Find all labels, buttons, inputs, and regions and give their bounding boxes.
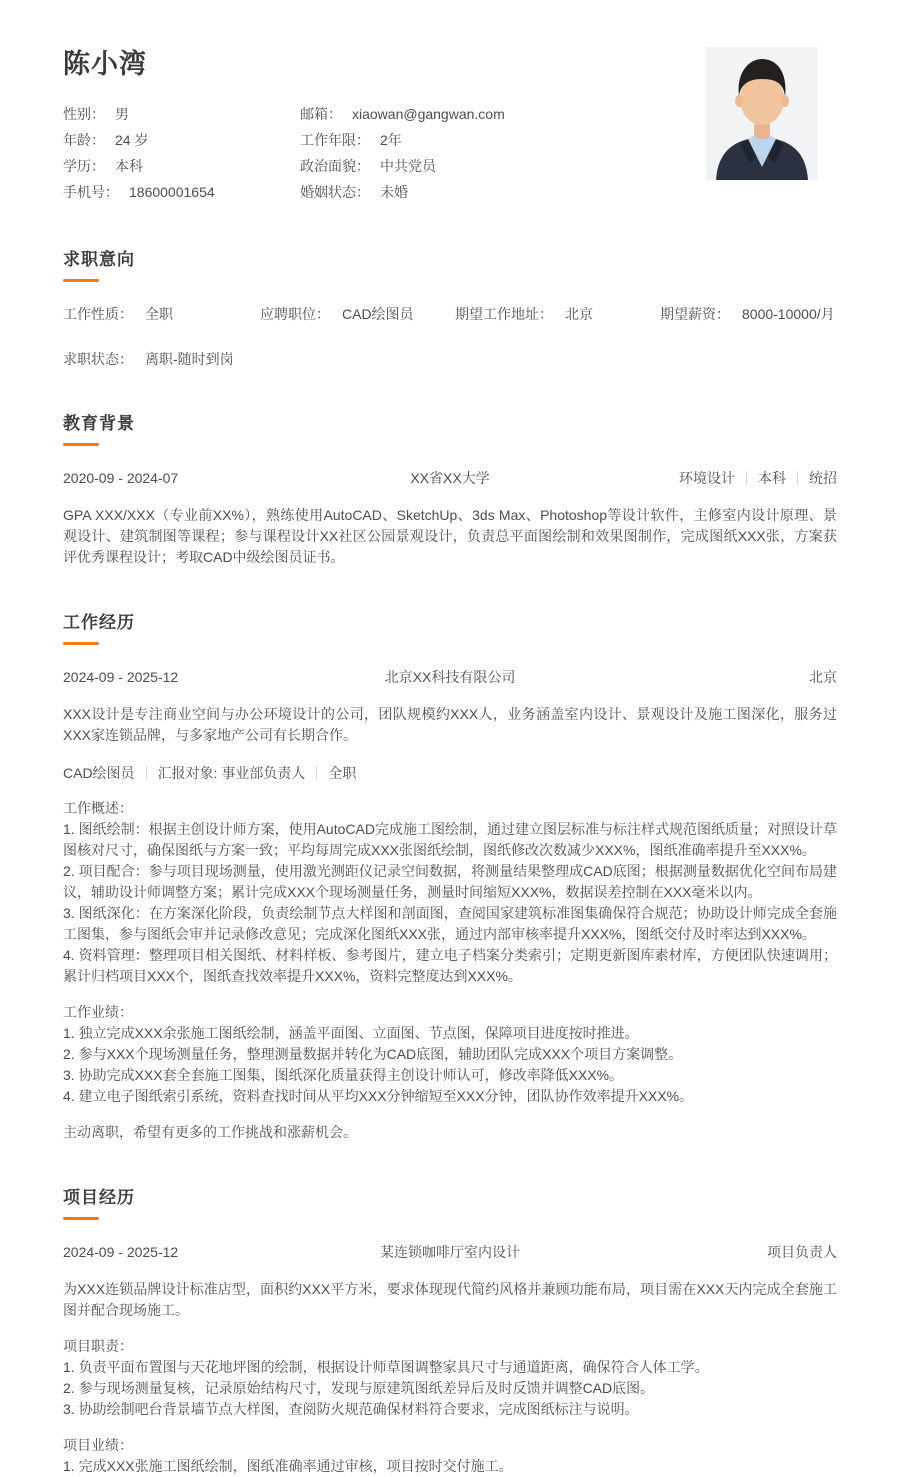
info-value: 未婚 [380,184,408,200]
position-title: CAD绘图员 [63,765,135,781]
leave-reason: 主动离职，希望有更多的工作挑战和涨薪机会。 [63,1124,357,1140]
job-type: 全职 [328,765,357,781]
work-company: 北京XX科技有限公司 [384,669,516,685]
project-results-label: 项目业绩： [63,1437,133,1453]
section-job-intention [63,245,837,369]
info-political-status [300,153,623,179]
report-to: 汇报对象: 事业部负责人 [157,765,306,781]
work-achievement-item: 1. 独立完成XXX余张施工图纸绘制，涵盖平面图、立面图、节点图，保障项目进度按时推进。 [63,1025,639,1041]
divider [797,471,798,485]
project-intro: 为XXX连锁品牌设计标准店型，面积约XXX平方米，要求体现现代简约风格并兼顾功能布局，项目需在XXX天内完成全套施工图并配合现场施工。 [63,1281,837,1318]
info-phone [63,179,300,205]
intent-position: 应聘职位： CAD绘图员 [260,306,414,322]
info-label: 婚姻状态： [300,184,370,200]
intent-status: 求职状态： 离职-随时到岗 [63,351,234,367]
work-header-row [63,667,837,687]
work-achievement-item: 3. 协助完成XXX套全套施工图集，图纸深化质量获得主创设计师认可，修改率降低XXX%。 [63,1067,624,1083]
info-marital-status [300,179,623,205]
section-title: 工作经历 [63,613,135,632]
section-title: 教育背景 [63,414,135,433]
intent-salary: 期望薪资： 8000-10000/月 [660,306,835,322]
basic-info [63,101,623,205]
section-title: 求职意向 [63,250,135,269]
section-underline [63,1217,99,1220]
education-header-row [63,468,837,488]
work-overview-item: 1. 图纸绘制：根据主创设计师方案，使用AutoCAD完成施工图绘制，通过建立图层标准与标注样式规范图纸质量；对照设计草图核对尺寸，确保图纸与方案一致；平均每周完成XXX张图纸绘制，图纸修改次数减少XXX%，图纸准确率提升至XXX%。 [63,821,837,858]
work-overview-item: 3. 图纸深化：在方案深化阶段，负责绘制节点大样图和剖面图，查阅国家建筑标准图集确保符合规范；协助设计师完成全套施工图集，参与图纸会审并记录修改意见；完成深化图纸XXX张，通过内部审核率提升XXX%，图纸交付及时率达到XXX%。 [63,905,837,942]
info-label: 邮箱： [300,106,342,122]
work-period: 2024-09 - 2025-12 [63,669,179,685]
intention-row [63,304,837,324]
info-label: 性别： [63,106,105,122]
info-work-years [300,127,623,153]
company-intro: XXX设计是专注商业空间与办公环境设计的公司，团队规模约XXX人，业务涵盖室内设计、景观设计及施工图深化，服务过XXX家连锁品牌，与多家地产公司有长期合作。 [63,706,837,743]
info-email [300,101,623,127]
section-underline [63,642,99,645]
section-work-experience [63,608,837,1143]
project-period: 2024-09 - 2025-12 [63,1244,179,1260]
info-age [63,127,300,153]
intention-row [63,349,837,369]
position-tag-row [63,763,837,783]
info-label: 手机号： [63,184,119,200]
profile-photo [706,47,818,180]
info-label: 年龄： [63,132,105,148]
intent-location: 期望工作地址： 北京 [455,306,593,322]
education-tags [595,468,837,488]
work-overview-block [63,798,837,987]
project-duty-item: 2. 参与现场测量复核，记录原始结构尺寸，发现与原建筑图纸差异后及时反馈并调整CAD底图。 [63,1380,655,1396]
info-degree [63,153,300,179]
divider [746,471,747,485]
project-duties-block [63,1336,837,1420]
work-achievements-label: 工作业绩： [63,1004,133,1020]
education-period: 2020-09 - 2024-07 [63,470,179,486]
info-value: 本科 [115,158,143,174]
project-result-item: 1. 完成XXX张施工图纸绘制，图纸准确率通过审核，项目按时交付施工。 [63,1458,513,1474]
info-value: 18600001654 [129,184,215,200]
work-achievements-block [63,1002,837,1107]
info-value: 男 [115,106,129,122]
project-header-row [63,1242,837,1262]
portrait-illustration [706,47,818,180]
info-value: 24 岁 [115,132,149,148]
info-label: 政治面貌： [300,158,370,174]
divider [146,766,147,780]
section-underline [63,443,99,446]
section-underline [63,279,99,282]
info-label: 工作年限： [300,132,370,148]
education-enroll-type: 统招 [809,470,837,486]
project-name: 某连锁咖啡厅室内设计 [380,1244,520,1260]
project-role: 项目负责人 [767,1244,837,1260]
candidate-name: 陈小湾 [63,49,147,79]
intent-job-type: 工作性质： 全职 [63,306,173,322]
work-overview-label: 工作概述： [63,800,133,816]
info-label: 学历： [63,158,105,174]
info-value: xiaowan@gangwan.com [352,106,505,122]
education-degree: 本科 [758,470,786,486]
section-education [63,409,837,568]
info-value: 中共党员 [380,158,436,174]
work-achievement-item: 4. 建立电子图纸索引系统，资料查找时间从平均XXX分钟缩短至XXX分钟，团队协作效率提升XXX%。 [63,1088,694,1104]
project-results-block [63,1435,837,1477]
info-gender [63,101,300,127]
education-description: GPA XXX/XXX（专业前XX%），熟练使用AutoCAD、SketchUp、3ds Max、Photoshop等设计软件，主修室内设计原理、景观设计、建筑制图等课程；参与课程设计XX社区公园景观设计，负责总平面图绘制和效果图制作，完成图纸XXX张，方案获评优秀课程设计；考取CAD中级绘图员证书。 [63,507,837,565]
education-major: 环境设计 [679,470,735,486]
work-location: 北京 [809,669,837,685]
divider [316,766,317,780]
project-duty-item: 1. 负责平面布置图与天花地坪图的绘制，根据设计师草图调整家具尺寸与通道距离，确保符合人体工学。 [63,1359,709,1375]
work-overview-item: 2. 项目配合：参与项目现场测量，使用激光测距仪记录空间数据，将测量结果整理成CAD底图；根据测量数据优化空间布局建议，辅助设计师调整方案；累计完成XXX个现场测量任务，测量时间缩短XXX%，数据误差控制在XXX毫米以内。 [63,863,837,900]
work-overview-item: 4. 资料管理：整理项目相关图纸、材料样板、参考图片，建立电子档案分类索引；定期更新图库素材库，方便团队快速调用；累计归档项目XXX个，图纸查找效率提升XXX%，资料完整度达到XXX%。 [63,947,837,984]
section-title: 项目经历 [63,1188,135,1207]
work-achievement-item: 2. 参与XXX个现场测量任务，整理测量数据并转化为CAD底图，辅助团队完成XXX个项目方案调整。 [63,1046,683,1062]
info-value: 2年 [380,132,402,148]
education-school: XX省XX大学 [410,470,490,486]
section-project-experience [63,1183,837,1477]
project-duties-label: 项目职责： [63,1338,133,1354]
project-duty-item: 3. 协助绘制吧台背景墙节点大样图，查阅防火规范确保材料符合要求，完成图纸标注与说明。 [63,1401,639,1417]
